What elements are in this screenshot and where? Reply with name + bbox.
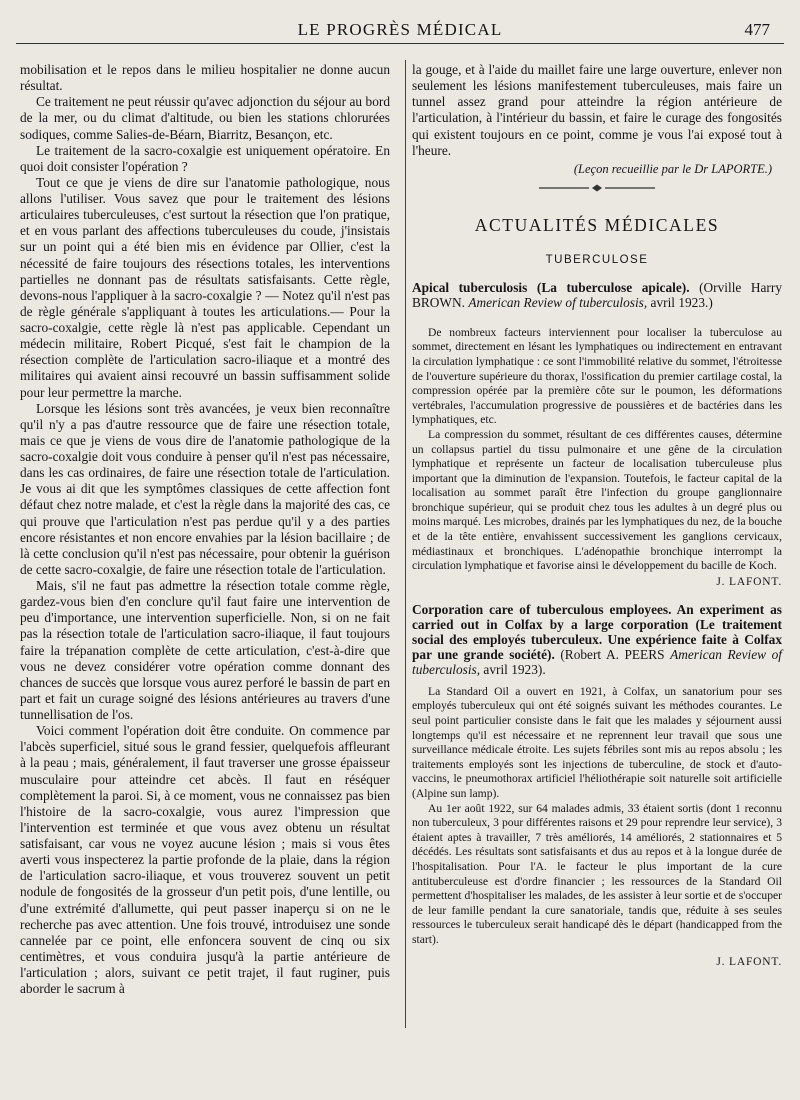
article-source: American Review of tuberculosis, [412, 646, 782, 677]
column-divider [405, 60, 406, 1028]
paragraph: Le traitement de la sacro-coxalgie est uniquement opératoire. En quoi doit consister l'opération ? [20, 142, 390, 174]
article-author: (Robert A. PEERS [554, 646, 671, 662]
article-signature: J. LAFONT. [716, 955, 782, 968]
lecture-signoff: (Leçon recueillie par le Dr LAPORTE.) [573, 161, 772, 176]
paragraph: De nombreux facteurs interviennent pour localiser la tuberculose au sommet, directement en lésant les lymphatiques ou indirectement en entravant la circulation lymphatique : ce sont l'immobilité relative du sommet, l'étroitesse de l'ouverture supérieure du thorax, l'ossification du premier cartilage costal, la compression opérée par la première côte sur le poumon, les déformations vertébrales, l'accumulation progressive de poussières et de bactéries dans les lymphatiques, etc. [412, 325, 782, 427]
article-title-main: Apical tuberculosis (La tuberculose apicale). [412, 279, 690, 295]
paragraph: mobilisation et le repos dans le milieu hospitalier ne donne aucun résultat. [20, 62, 390, 94]
left-column [20, 62, 390, 997]
subsection-title: TUBERCULOSE [545, 253, 649, 266]
ornament-divider-icon [537, 183, 657, 193]
paragraph: Voici comment l'opération doit être conduite. On commence par l'abcès superficiel, situé sous le grand fessier, quelquefois affleurant à la peau ; mais, généralement, il faut traverser une grosse épaisseur musculaire pour atteindre cet abcès. Il faut en réséquer complètement la paroi. Si, à ce moment, vous ne connaissez pas bien l'histoire de la sacro-coxalgie, vous aurez l'impression que l'intervention est terminée et que vous avez obtenu un résultat satisfaisant, car vous ne voyez aucune lésion ; mais si vous êtes averti vous inspecterez la partie profonde de la plaie, dans la région de l'articulation sacro-iliaque, et vous trouverez souvent un petit nodule de fongosités de la grosseur d'un petit pois, d'une lentille, ou d'une extrémité d'allumette, qui peut passer inaperçu si on ne le recherche pas avec attention. Une fois trouvé, introduisez une sonde cannelée par ce point, elle enfoncera souvent de cinq ou six centimètres, et vous conduira jusqu'à la partie antérieure de l'articulation ; alors, suivant ce petit trajet, il faut ruginer, puis aborder le sacrum à [20, 723, 390, 997]
lecture-continuation: la gouge, et à l'aide du maillet faire une large ouverture, enlever non seulement les lésions manifestement tuberculeuses, mais faire un tunnel assez grand pour atteindre la région antérieure de l'articulation, à l'intérieur du bassin, et faire le curage des fongosités qui existent toujours en ce point, comme je vous l'ai exposé tout à l'heure. [412, 62, 782, 158]
article-title [412, 602, 782, 677]
paragraph: Au 1er août 1922, sur 64 malades admis, 33 étaient sortis (dont 1 reconnu non tuberculeux, 3 pour différentes raisons et 29 pour reprendre leur service), 3 étaient aptes à travailler, 7 très améliorés, 14 améliorés, 2 stationnaires et 5 décédés. Les résultats sont satisfaisants et dus au repos et à la longue durée de l'hospitalisation. Pour l'A. le facteur le plus important de la cure antituberculeuse est d'ordre financier ; les ressources de la Standard Oil permettent d'hospitaliser les malades, de les assister à leur sortie et de s'occuper de leur famille pendant la cure sanatoriale, tandis que, réduite à ses seules ressources le tuberculeux serait handicapé dès le départ (handicapped from the start). [412, 801, 782, 946]
article-date: avril 1923). [480, 661, 546, 677]
article-body [412, 685, 782, 948]
page-number: 477 [744, 20, 770, 39]
article-signature: J. LAFONT. [716, 575, 782, 588]
journal-title: LE PROGRÈS MÉDICAL [297, 20, 503, 39]
paragraph: Tout ce que je viens de dire sur l'anatomie pathologique, nous allons l'utiliser. Vous savez que pour le traitement des lésions articulaires tuberculeuses, c'est surtout la résection que l'on pratique, et en vous parlant des affections tuberculeuses du coude, j'insistais sur un point qui a été bien mis en évidence par Ollier, c'est la nécessité de faire toujours des résections totales, les interventions partielles ne donnant pas de résultats satisfaisants. Cette règle, devons-nous l'appliquer à la sacro-coxalgie ? — Notez qu'il n'est pas de règle générale s'appliquant à toutes les articulations.— Pour la sacro-coxalgie, cette règle là n'est pas applicable. Cependant un médecin militaire, Robert Picqué, s'est fait le champion de la résection complète de l'articulation sacro-iliaque et a montré des militaires qui avaient ainsi recouvré un bassin suffisamment solide pour leur permettre la marche. [20, 174, 390, 400]
article-title [412, 280, 782, 310]
article-author: (Orville Harry BROWN. [412, 279, 782, 310]
paragraph: Lorsque les lésions sont très avancées, je veux bien reconnaître qu'il n'y a pas d'autre ressource que de faire une résection totale, mais ce que je viens de vous dire de l'anatomie pathologique de la sacro-coxalgie doit vous conduire à penser qu'il n'est pas nécessaire, dans les cas ordinaires, de faire une résection totale de l'articulation. Je vous ai dit que les symptômes classiques de cette affection font défaut chez notre malade, et c'est la règle dans la majorité des cas, ce qui prouve que l'articulation n'est pas perdue qu'il y a des parties encore résistantes et non encore envahies par la lésion bacillaire ; de là cette conclusion qu'il n'est pas nécessaire, pour obtenir la guérison de cette sacro-coxalgie, de faire une résection totale de l'articulation. [20, 400, 390, 577]
paragraph: Ce traitement ne peut réussir qu'avec adjonction du séjour au bord de la mer, ou du climat d'altitude, ou bien les stations chlorurées sodiques, comme Salies-de-Béarn, Biarritz, Besançon, etc. [20, 94, 390, 142]
header-rule [16, 43, 784, 44]
paragraph: Mais, s'il ne faut pas admettre la résection totale comme règle, gardez-vous bien d'en conclure qu'il faut faire une intervention de peu d'importance, une intervention superficielle. Non, si on ne fait pas la résection totale de l'articulation sacro-iliaque, il faut toujours faire la trépanation complète de cette articulation, c'est-à-dire que vous ne devez considérer votre opération comme donnant des chances de succès que lorsque vous aurez perforé le bassin de part en part et fait un curage soigné des lésions antérieures au travers d'une tunnellisation de l'os. [20, 578, 390, 722]
right-column [412, 62, 782, 968]
section-title: ACTUALITÉS MÉDICALES [474, 214, 720, 235]
paragraph: La compression du sommet, résultant de ces différentes causes, détermine un collapsus partiel du tissu pulmonaire et une gêne de la circulation lymphatique et représente un facteur de localisation tuberculeuse plus important que la diminution de l'expansion. Toutefois, le facteur capital de la localisation au sommet paraît être l'infection du groupe ganglionnaire bronchique supérieur, qui se produit chez tous les adultes à un degré plus ou moins marqué. Les microbes, drainés par les lymphatiques du nez, de la bouche et de la tête entière, envahissent successivement les ganglions cervicaux, médiastinaux et bronchiques. L'adénopathie bronchique interrompt la circulation lymphatique et favorise ainsi le développement du bacille de Koch. [412, 427, 782, 573]
article-body [412, 326, 782, 574]
paragraph: La Standard Oil a ouvert en 1921, à Colfax, un sanatorium pour ses employés tuberculeux qui ont été soignés suivant les méthodes courantes. Le seul point particulier consiste dans le fait que les malades y séjournent aussi longtemps qu'il est nécessaire et ne reprennent leur travail que sous une surveillance médicale étroite. Les sujets fébriles sont mis au repos absolu ; les traitements employés sont les injections de tuberculine, de stock et d'auto-vaccins, le pneumothorax artificiel l'héliothérapie soit naturelle soit artificielle (Alpine sun lamp). [412, 684, 782, 800]
article-date: avril 1923.) [647, 294, 713, 310]
article-source: American Review of tuberculosis, [468, 294, 648, 310]
article-title-main: Corporation care of tuberculous employees. An experiment as carried out in Colfax by a large corporation (Le traitement social des employés tuberculeux. Une expérience faite à Colfax par une grande société). [412, 601, 782, 662]
